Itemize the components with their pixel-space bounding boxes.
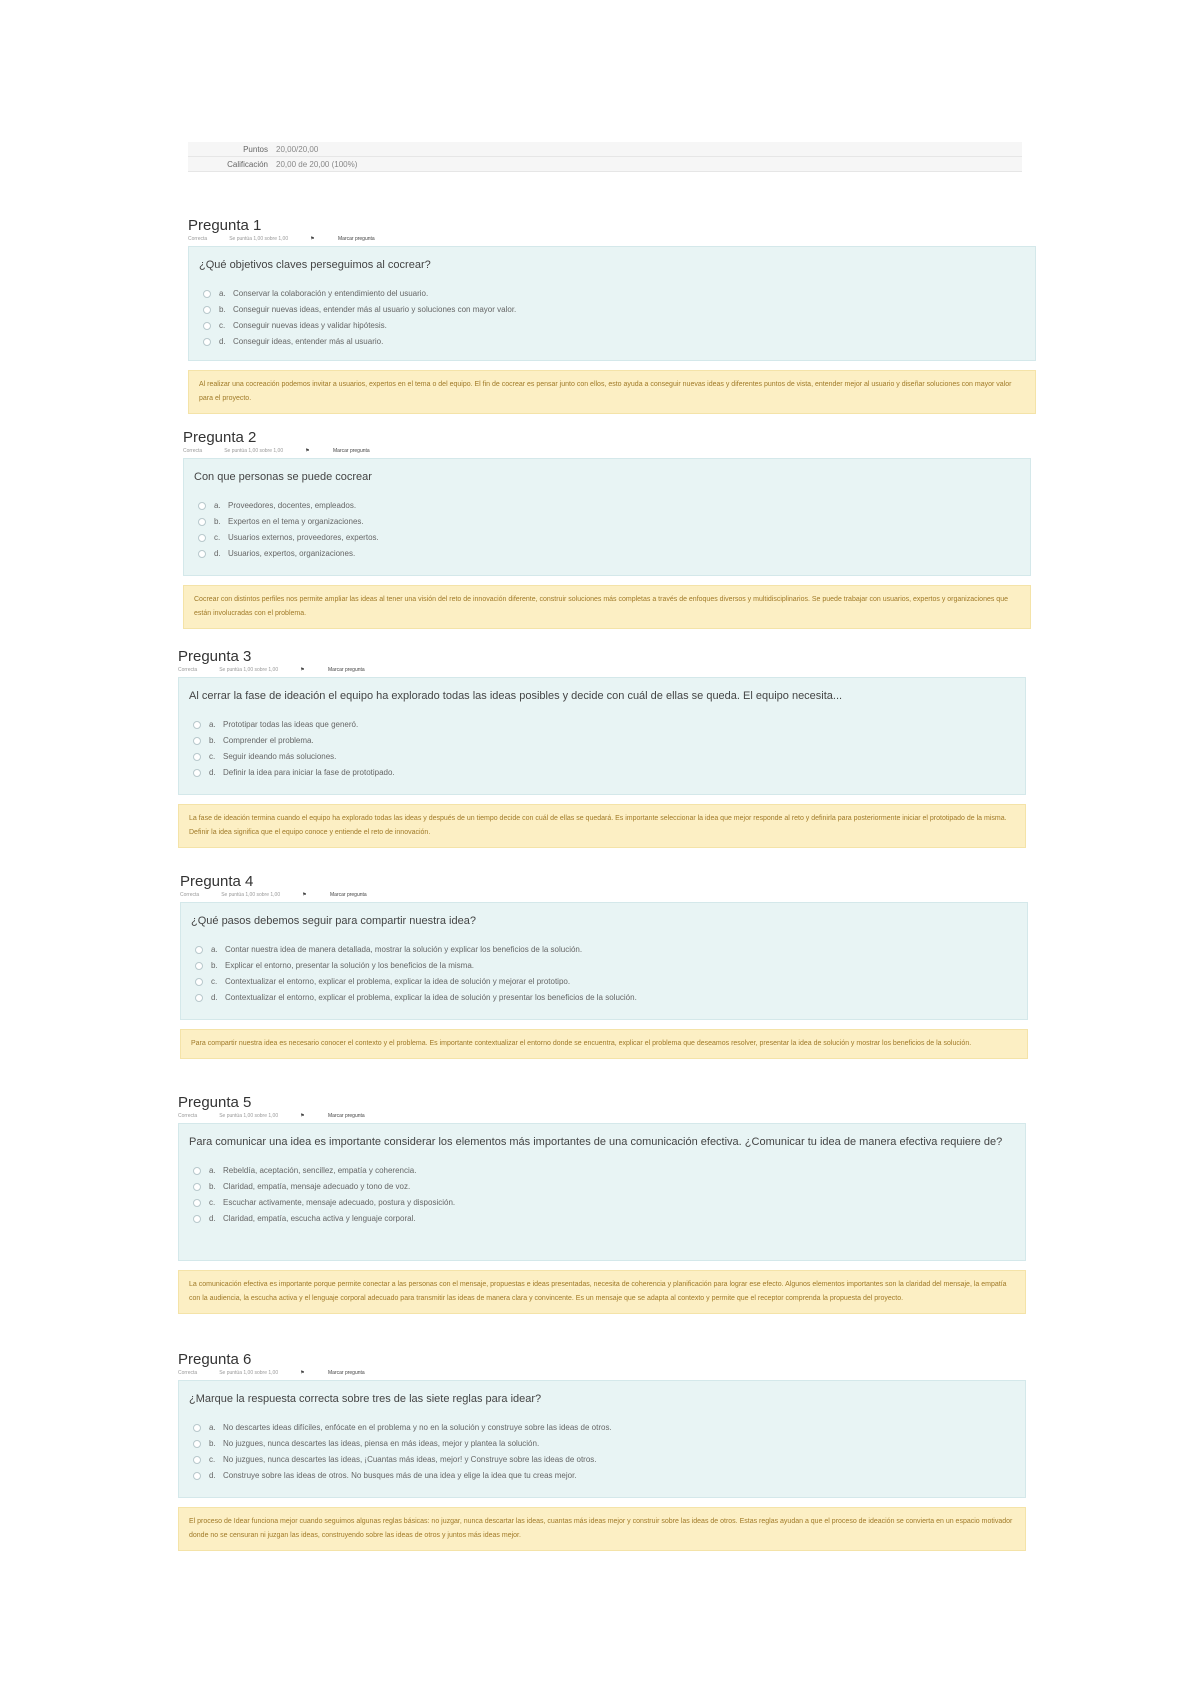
question-status: Correcta [180,892,200,898]
option-text: Contextualizar el entorno, explicar el problema, explicar la idea de solución y mejorar el prototipo. [225,977,571,986]
flag-label: Marcar pregunta [328,667,365,673]
radio-button[interactable] [193,1456,201,1464]
answer-option[interactable] [189,717,1015,733]
option-letter: c. [209,1198,216,1207]
question-status: Correcta [183,448,203,454]
question-score: Se puntúa 1,00 sobre 1,00 [224,448,284,454]
answer-option[interactable] [199,286,1025,302]
answer-feedback: El proceso de Idear funciona mejor cuando seguimos algunas reglas básicas: no juzgar, nunca descartar las ideas, cuantas más ideas mejor y construir sobre las ideas de otros. Estas reglas ayudan a que el proceso de ideación se convierta en un espacio motivador donde no se censuran ni juzgan las ideas, construyendo sobre las ideas de otros y juntos más ideas mejor. [178,1507,1026,1551]
question-title: Pregunta 4 [180,873,254,890]
summary-row-grade [188,157,1022,172]
radio-button[interactable] [198,550,206,558]
question-content [178,1123,1026,1261]
flag-question-link[interactable] [300,667,387,673]
answer-options [191,942,1017,1006]
option-text: Seguir ideando más soluciones. [223,752,337,761]
summary-value: 20,00 de 20,00 (100%) [276,159,358,169]
option-letter: a. [209,1423,216,1432]
option-letter: d. [211,993,218,1002]
option-letter: d. [209,1471,216,1480]
answer-options [189,1420,1015,1484]
flag-icon: ⚑ [300,1113,305,1119]
option-letter: d. [214,549,221,558]
option-text: Contextualizar el entorno, explicar el problema, explicar la idea de solución y presentar los beneficios de la solución. [225,993,637,1002]
question-content [180,902,1028,1020]
option-letter: a. [219,289,226,298]
option-letter: d. [209,1214,216,1223]
answer-feedback: Cocrear con distintos perfiles nos permite ampliar las ideas al tener una visión del reto de innovación diferente, construir soluciones más completas a través de enfoques diversos y multidisciplinarios. Se puede trabajar con usuarios, expertos y organizaciones que están involucradas con el problema. [183,585,1031,629]
answer-feedback: Para compartir nuestra idea es necesario conocer el contexto y el problema. Es importante contextualizar el entorno donde se encuentra, explicar el problema que deseamos resolver, presentar la idea de solución y mostrar los beneficios de la solución. [180,1029,1028,1059]
question-info [178,1370,1026,1376]
answer-option[interactable] [189,1211,1015,1227]
option-text: Contar nuestra idea de manera detallada, mostrar la solución y explicar los beneficios de la solución. [225,945,583,954]
answer-option[interactable] [189,1195,1015,1211]
answer-option[interactable] [189,1452,1015,1468]
flag-icon: ⚑ [305,448,310,454]
answer-option[interactable] [194,530,1020,546]
radio-button[interactable] [193,769,201,777]
option-text: Conservar la colaboración y entendimiento del usuario. [233,289,429,298]
answer-option[interactable] [199,318,1025,334]
flag-question-link[interactable] [302,892,389,898]
flag-label: Marcar pregunta [333,448,370,454]
option-text: Escuchar activamente, mensaje adecuado, postura y disposición. [223,1198,456,1207]
radio-button[interactable] [203,290,211,298]
answer-option[interactable] [194,498,1020,514]
question-title: Pregunta 3 [178,648,252,665]
answer-options [189,1163,1015,1227]
radio-button[interactable] [193,1215,201,1223]
radio-button[interactable] [193,737,201,745]
radio-button[interactable] [195,946,203,954]
answer-option[interactable] [189,765,1015,781]
question-info [178,1113,1026,1119]
radio-button[interactable] [195,994,203,1002]
question-content [178,1380,1026,1498]
radio-button[interactable] [193,1183,201,1191]
question-block [188,216,1036,414]
question-score: Se puntúa 1,00 sobre 1,00 [219,667,279,673]
radio-button[interactable] [203,306,211,314]
option-letter: b. [211,961,218,970]
option-text: Usuarios externos, proveedores, expertos. [228,533,379,542]
question-status: Correcta [178,1113,198,1119]
flag-icon: ⚑ [300,667,305,673]
question-title: Pregunta 5 [178,1094,252,1111]
question-score: Se puntúa 1,00 sobre 1,00 [221,892,281,898]
question-text: ¿Marque la respuesta correcta sobre tres de las siete reglas para idear? [189,1393,542,1405]
question-info [183,448,1031,454]
answer-options [199,286,1025,350]
flag-label: Marcar pregunta [328,1113,365,1119]
answer-option[interactable] [194,514,1020,530]
answer-options [194,498,1020,562]
option-letter: b. [219,305,226,314]
option-text: Explicar el entorno, presentar la solución y los beneficios de la misma. [225,961,475,970]
option-text: Conseguir nuevas ideas, entender más al usuario y soluciones con mayor valor. [233,305,517,314]
radio-button[interactable] [198,518,206,526]
question-score: Se puntúa 1,00 sobre 1,00 [219,1113,279,1119]
option-text: Claridad, empatía, escucha activa y lenguaje corporal. [223,1214,416,1223]
answer-option[interactable] [189,1163,1015,1179]
question-text: ¿Qué objetivos claves perseguimos al cocrear? [199,259,431,271]
radio-button[interactable] [203,322,211,330]
question-title: Pregunta 1 [188,217,262,234]
option-letter: c. [211,977,218,986]
option-text: Rebeldía, aceptación, sencillez, empatía y coherencia. [223,1166,417,1175]
flag-label: Marcar pregunta [330,892,367,898]
question-info [180,892,1028,898]
option-text: Claridad, empatía, mensaje adecuado y tono de voz. [223,1182,411,1191]
answer-option[interactable] [191,958,1017,974]
question-status: Correcta [188,236,208,242]
answer-option[interactable] [189,1420,1015,1436]
radio-button[interactable] [198,502,206,510]
answer-option[interactable] [189,1468,1015,1484]
summary-value: 20,00/20,00 [276,144,319,154]
option-letter: b. [209,1439,216,1448]
radio-button[interactable] [193,1424,201,1432]
radio-button[interactable] [195,978,203,986]
option-text: Proveedores, docentes, empleados. [228,501,357,510]
summary-label: Puntos [243,144,268,154]
answer-option[interactable] [191,974,1017,990]
answer-option[interactable] [189,1436,1015,1452]
radio-button[interactable] [193,1167,201,1175]
answer-option[interactable] [191,942,1017,958]
option-letter: a. [214,501,221,510]
answer-options [189,717,1015,781]
question-score: Se puntúa 1,00 sobre 1,00 [219,1370,279,1376]
question-block [180,872,1028,1059]
flag-icon: ⚑ [310,236,315,242]
option-text: Definir la idea para iniciar la fase de prototipado. [223,768,395,777]
radio-button[interactable] [193,753,201,761]
flag-icon: ⚑ [300,1370,305,1376]
answer-option[interactable] [194,546,1020,562]
answer-option[interactable] [199,334,1025,350]
option-text: Construye sobre las ideas de otros. No busques más de una idea y elige la idea que tu creas mejor. [223,1471,577,1480]
option-letter: c. [209,1455,216,1464]
question-status: Correcta [178,1370,198,1376]
option-letter: c. [209,752,216,761]
question-content [183,458,1031,576]
option-text: Comprender el problema. [223,736,314,745]
question-title: Pregunta 6 [178,1351,252,1368]
option-text: Usuarios, expertos, organizaciones. [228,549,356,558]
option-text: Expertos en el tema y organizaciones. [228,517,364,526]
radio-button[interactable] [193,1440,201,1448]
question-text: Con que personas se puede cocrear [194,471,372,483]
option-letter: c. [219,321,226,330]
question-block [178,1093,1026,1314]
summary-label: Calificación [227,159,268,169]
option-text: Conseguir ideas, entender más al usuario. [233,337,384,346]
answer-option[interactable] [191,990,1017,1006]
option-text: No descartes ideas difíciles, enfócate en el problema y no en la solución y construye sobre las ideas de otros. [223,1423,612,1432]
question-block [183,428,1031,629]
flag-label: Marcar pregunta [328,1370,365,1376]
question-block [178,647,1026,848]
question-status: Correcta [178,667,198,673]
answer-feedback: La comunicación efectiva es importante porque permite conectar a las personas con el mensaje, propuestas e ideas presentadas, necesita de coherencia y planificación para lograr ese efecto. Algunos elementos importantes son la claridad del mensaje, la empatía con la audiencia, la escucha activa y el lenguaje corporal adecuado para transmitir las ideas de manera clara y convincente. Es un mensaje que se adapta al contexto y permite que el receptor comprenda la propuesta del proyecto. [178,1270,1026,1314]
answer-option[interactable] [189,749,1015,765]
answer-option[interactable] [189,1179,1015,1195]
question-text: Al cerrar la fase de ideación el equipo ha explorado todas las ideas posibles y decide con cuál de ellas se queda. El equipo necesita... [189,690,843,702]
summary-row-points [188,142,1022,157]
option-letter: a. [209,1166,216,1175]
radio-button[interactable] [198,534,206,542]
answer-feedback: La fase de ideación termina cuando el equipo ha explorado todas las ideas y después de un tiempo decide con cuál de ellas se quedará. Es importante seleccionar la idea que mejor responde al reto y definirla para posteriormente iniciar el prototipado de la misma. Definir la idea significa que el equipo conoce y entiende el reto de innovación. [178,804,1026,848]
flag-label: Marcar pregunta [338,236,375,242]
question-info [178,667,1026,673]
radio-button[interactable] [193,1199,201,1207]
question-text: Para comunicar una idea es importante considerar los elementos más importantes de una comunicación efectiva. ¿Comunicar tu idea de manera efectiva requiere de? [189,1136,1003,1148]
question-info [188,236,1036,242]
option-letter: a. [211,945,218,954]
question-score: Se puntúa 1,00 sobre 1,00 [229,236,289,242]
option-text: Prototipar todas las ideas que generó. [223,720,359,729]
answer-feedback: Al realizar una cocreación podemos invitar a usuarios, expertos en el tema o del equipo. El fin de cocrear es pensar junto con ellos, esto ayuda a conseguir nuevas ideas y diferentes puntos de vista, entender mejor al usuario y diseñar soluciones con mayor valor para el proyecto. [188,370,1036,414]
option-letter: b. [209,1182,216,1191]
flag-question-link[interactable] [300,1113,387,1119]
option-text: No juzgues, nunca descartes las ideas, piensa en más ideas, mejor y plantea la solución. [223,1439,540,1448]
flag-question-link[interactable] [310,236,397,242]
option-letter: c. [214,533,221,542]
question-block [178,1350,1026,1551]
question-title: Pregunta 2 [183,429,257,446]
radio-button[interactable] [195,962,203,970]
option-letter: a. [209,720,216,729]
option-letter: b. [214,517,221,526]
attempt-summary-table [188,142,1022,172]
option-letter: d. [219,337,226,346]
radio-button[interactable] [193,1472,201,1480]
radio-button[interactable] [193,721,201,729]
option-letter: b. [209,736,216,745]
question-content [178,677,1026,795]
question-content [188,246,1036,361]
option-text: No juzgues, nunca descartes las ideas, ¡Cuantas más ideas, mejor! y Construye sobre las ideas de otros. [223,1455,597,1464]
flag-icon: ⚑ [302,892,307,898]
question-text: ¿Qué pasos debemos seguir para compartir nuestra idea? [191,915,476,927]
answer-option[interactable] [199,302,1025,318]
option-letter: d. [209,768,216,777]
answer-option[interactable] [189,733,1015,749]
option-text: Conseguir nuevas ideas y validar hipótesis. [233,321,387,330]
flag-question-link[interactable] [300,1370,387,1376]
flag-question-link[interactable] [305,448,392,454]
radio-button[interactable] [203,338,211,346]
